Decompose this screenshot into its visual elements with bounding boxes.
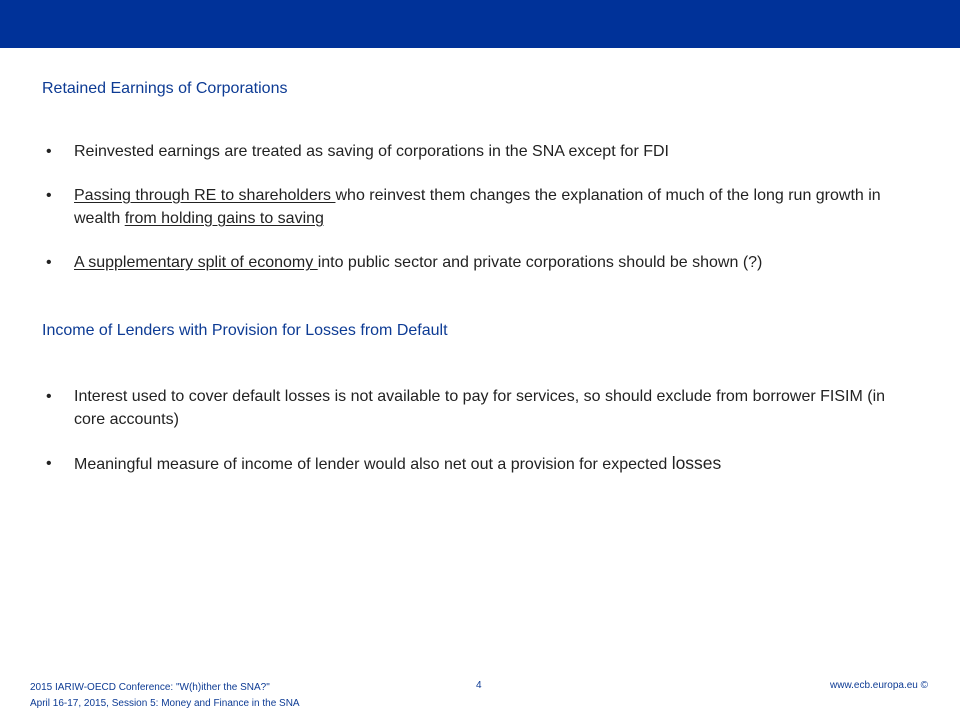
bullet-marker: • [46, 455, 52, 472]
conference-footer [30, 680, 300, 712]
session-info: April 16-17, 2015, Session 5: Money and Finance in the SNA [30, 698, 300, 709]
income-of-lenders-bullets [46, 385, 904, 476]
bullet-text: into public sector and private corporations should be shown (?) [317, 254, 763, 271]
bullet-item [46, 452, 904, 476]
website-link[interactable]: www.ecb.europa.eu © [830, 680, 928, 691]
bullet-text: Interest used to cover default losses is not available to pay for services, so should exclude from borrower FISIM (in core accounts) [74, 388, 886, 428]
bullet-marker: • [46, 143, 52, 160]
bullet-item [46, 385, 904, 431]
bullet-marker: • [46, 187, 52, 204]
bullet-text: Meaningful measure of income of lender would also net out a provision for expected [74, 456, 672, 473]
bullet-marker: • [46, 388, 52, 405]
header-bar [0, 0, 960, 48]
conference-name: 2015 IARIW-OECD Conference: "W(h)ither the SNA?" [30, 682, 270, 693]
underlined-phrase: Passing through RE to shareholders [74, 187, 336, 204]
bullet-item [46, 184, 904, 230]
bullet-text: Reinvested earnings are treated as saving of corporations in the SNA except for FDI [74, 143, 669, 160]
bullet-item [46, 251, 904, 274]
page-number: 4 [476, 680, 482, 691]
bullet-text: who reinvest them changes the explanation of much of the long run growth in wealth [74, 187, 881, 227]
section-title-retained-earnings: Retained Earnings of Corporations [42, 80, 288, 97]
section-title-income-of-lenders: Income of Lenders with Provision for Losses from Default [42, 322, 448, 339]
underlined-phrase: A supplementary split of economy [74, 254, 318, 271]
underlined-phrase: from holding gains to saving [124, 210, 324, 227]
bullet-marker: • [46, 254, 52, 271]
bullet-text-emphasis: losses [671, 453, 722, 473]
retained-earnings-bullets [46, 140, 904, 274]
bullet-item [46, 140, 904, 163]
